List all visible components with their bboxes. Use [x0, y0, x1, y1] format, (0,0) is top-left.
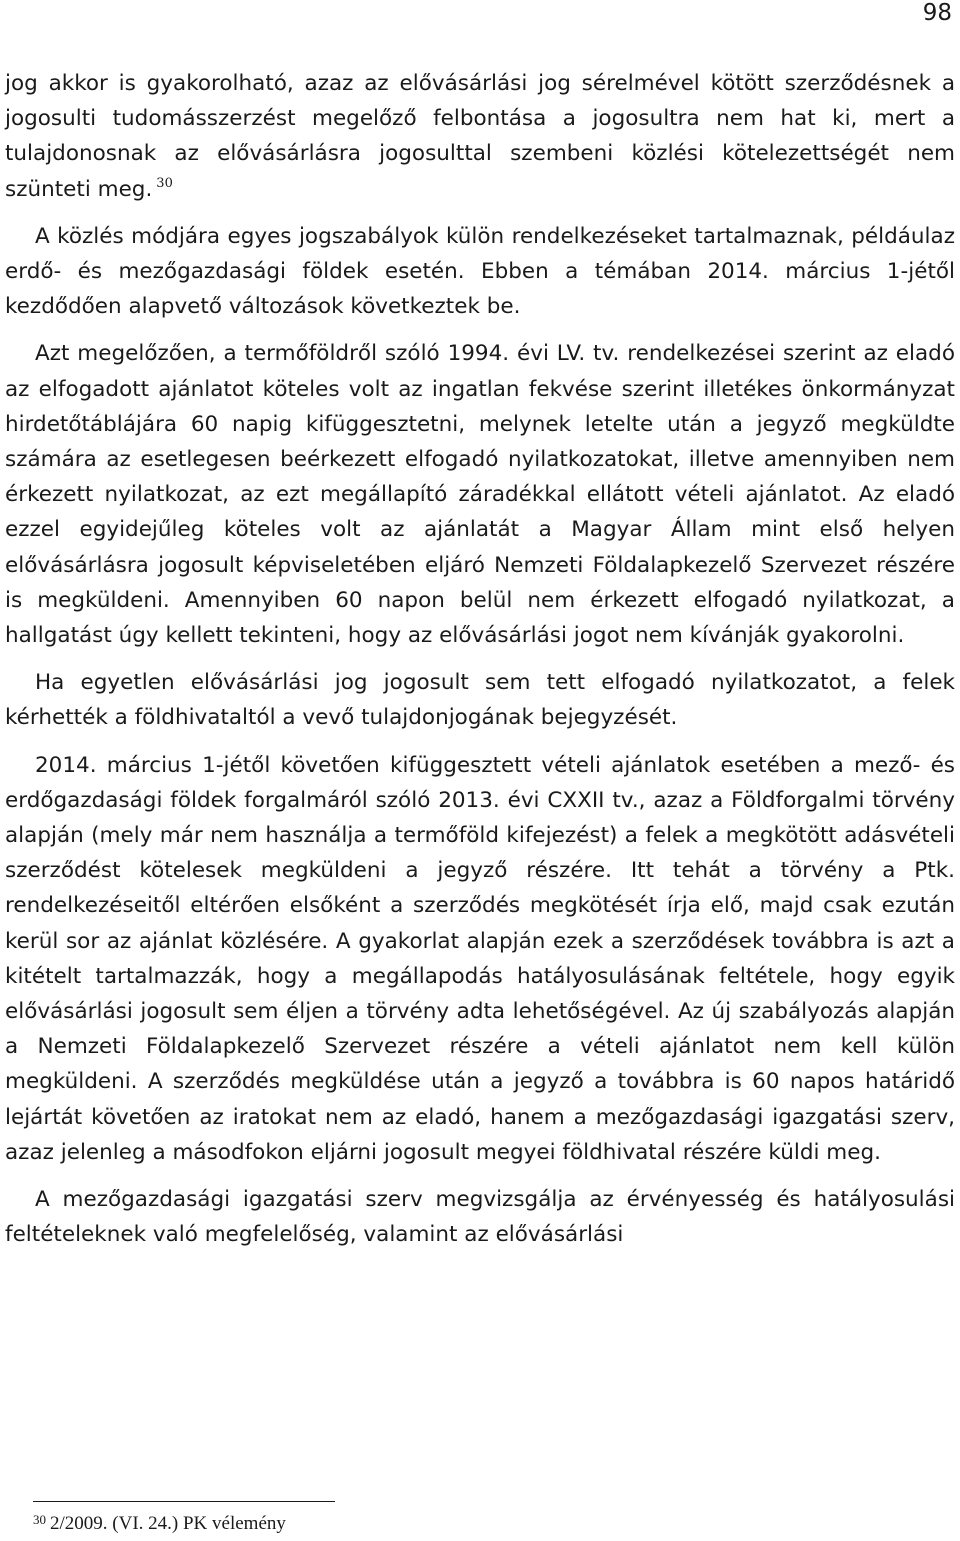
paragraph-1-text: jog akkor is gyakorolható, azaz az elővásárlási jog sérelmével kötött szerződésnek a jogosulti tudomásszerzést megelőző felbontása a jogosultra nem hat ki, mert a tulajdonosnak az elővásárlásra jogosulttal szembeni közlési kötelezettségét nem szünteti meg.	[5, 71, 955, 202]
footnote-divider	[33, 1501, 335, 1502]
paragraph-5: 2014. március 1-jétől követően kifüggesztett vételi ajánlatok esetében a mező- és erdőgazdasági földek forgalmáról szóló 2013. évi CXXII tv., azaz a Földforgalmi törvény alapján (mely már nem használja a termőföld kifejezést) a felek a megkötött adásvételi szerződést kötelesek megküldeni a jegyző részére. Itt tehát a törvény a Ptk. rendelkezéseitől eltérően elsőként a szerződés megkötését írja elő, majd csak ezután kerül sor az ajánlat közlésére. A gyakorlat alapján ezek a szerződések továbbra is azt a kitételt tartalmazzák, hogy a megállapodás hatályosulásának feltétele, hogy egyik elővásárlási jogosult sem éljen a törvény adta lehetőségével. Az új szabályozás alapján a Nemzeti Földalapkezelő Szervezet részére a vételi ajánlatot nem kell külön megküldeni. A szerződés megküldése után a jegyző a továbbra is 60 napos határidő lejártát követően az iratokat nem az eladó, hanem a mezőgazdasági igazgatási szerv, azaz jelenleg a másodfokon eljárni jogosult megyei földhivatal részére küldi meg.	[5, 752, 955, 1165]
footnote-number: 30	[33, 1512, 46, 1527]
footnote-reference: 30	[156, 175, 173, 191]
footnote-text: 2/2009. (VI. 24.) PK vélemény	[50, 1513, 286, 1534]
paragraph-4: Ha egyetlen elővásárlási jog jogosult sem tett elfogadó nyilatkozatot, a felek kérhették a földhivataltól a vevő tulajdonjogának bejegyzését.	[5, 670, 955, 731]
paragraph-1	[5, 66, 955, 207]
paragraph-2: A közlés módjára egyes jogszabályok külön rendelkezéseket tartalmaznak, példáulaz erdő- és mezőgazdasági földek esetén. Ebben a témában 2014. március 1-jétől kezdődően alapvető változások következtek be.	[5, 223, 955, 320]
paragraph-3: Azt megelőzően, a termőföldről szóló 1994. évi LV. tv. rendelkezései szerint az eladó az elfogadott ajánlatot köteles volt az ingatlan fekvése szerint illetékes önkormányzat hirdetőtáblájára 60 napig kifüggesztetni, melynek letelte után a jegyző megküldte számára az esetlegesen beérkezett elfogadó nyilatkozatokat, illetve amennyiben nem érkezett nyilatkozat, az ezt megállapító záradékkal ellátott vételi ajánlatot. Az eladó ezzel egyidejűleg köteles volt az ajánlatát a Magyar Állam mint első helyen elővásárlásra jogosult képviseletében eljáró Nemzeti Földalapkezelő Szervezet részére is megküldeni. Amennyiben 60 napon belül nem érkezett elfogadó nyilatkozat, a hallgatást úgy kellett tekinteni, hogy az elővásárlási jogot nem kívánják gyakorolni.	[5, 341, 955, 649]
body-text	[5, 66, 955, 1253]
page-number: 98	[922, 0, 952, 26]
paragraph-6: A mezőgazdasági igazgatási szerv megvizsgálja az érvényesség és hatályosulási feltételeknek való megfelelőség, valamint az elővásárlási	[5, 1187, 955, 1248]
footnote	[33, 1512, 286, 1536]
